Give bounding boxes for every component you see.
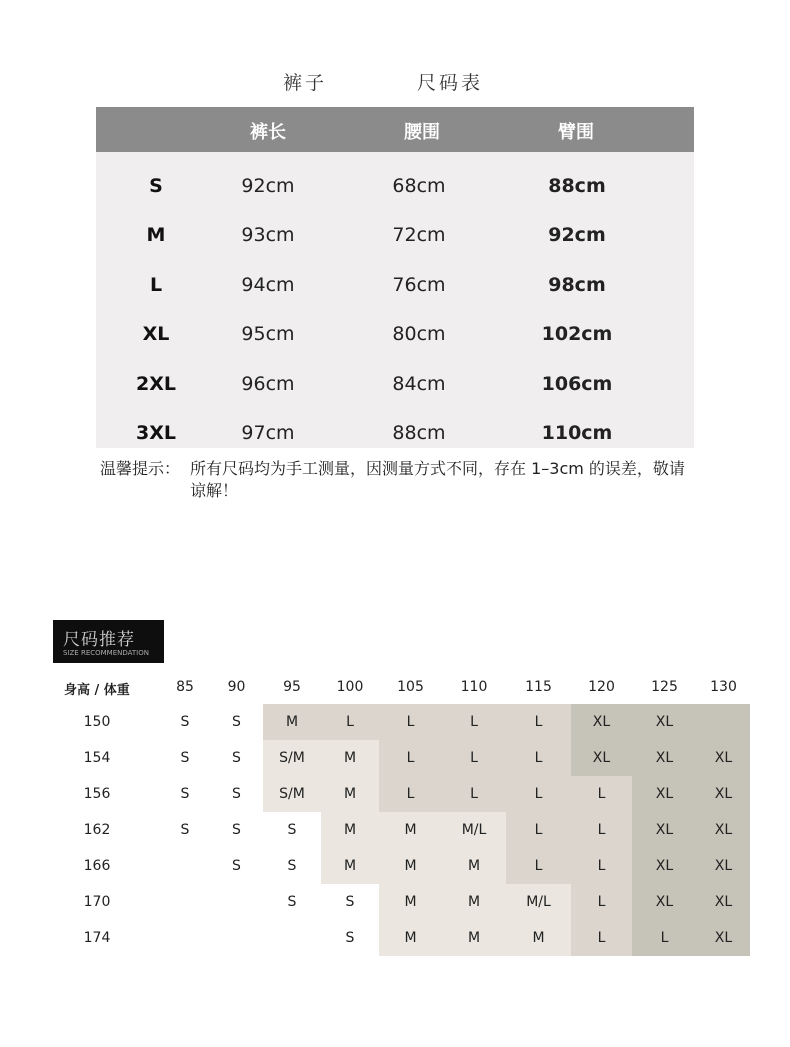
size-cell: M bbox=[467, 858, 481, 874]
waist-value: 80cm bbox=[392, 323, 446, 345]
size-cell: L bbox=[534, 786, 543, 802]
size-cell bbox=[160, 920, 210, 956]
table-row bbox=[96, 162, 694, 211]
corner-label: 身高 / 体重 bbox=[64, 683, 130, 698]
weight-header: 85 bbox=[176, 679, 194, 695]
waist-value: 84cm bbox=[392, 373, 446, 395]
size-cell: L bbox=[597, 822, 606, 838]
waist-value: 76cm bbox=[392, 274, 446, 296]
weight-header: 90 bbox=[227, 679, 246, 695]
size-cell: M bbox=[467, 930, 481, 946]
size-cell: L bbox=[534, 714, 543, 730]
size-cell bbox=[210, 884, 263, 920]
size-cell: M bbox=[343, 786, 357, 802]
size-cell: S bbox=[180, 786, 190, 802]
size-label: S bbox=[149, 175, 163, 197]
badge-subtitle: SIZE RECOMMENDATION bbox=[63, 649, 149, 657]
title-pants: 裤子 bbox=[283, 72, 328, 94]
size-cell bbox=[263, 920, 321, 956]
size-cell: XL bbox=[655, 822, 674, 838]
size-cell: M/L bbox=[461, 822, 487, 838]
size-cell: L bbox=[534, 822, 543, 838]
table-row bbox=[96, 261, 694, 310]
size-cell: L bbox=[597, 930, 606, 946]
size-cell bbox=[160, 884, 210, 920]
size-cell: M bbox=[404, 894, 417, 910]
size-cell: XL bbox=[592, 750, 611, 766]
height-label: 170 bbox=[83, 894, 111, 910]
size-cell bbox=[160, 848, 210, 884]
height-label: 166 bbox=[83, 858, 111, 874]
size-cell: S bbox=[232, 858, 241, 874]
length-value: 92cm bbox=[241, 175, 295, 197]
height-label: 150 bbox=[83, 714, 111, 730]
size-cell: S bbox=[345, 930, 355, 946]
size-cell: S/M bbox=[279, 750, 305, 766]
size-cell: S bbox=[232, 786, 241, 802]
size-cell: M bbox=[404, 930, 417, 946]
size-cell: L bbox=[470, 786, 478, 802]
size-cell: L bbox=[470, 714, 478, 730]
arm-value: 92cm bbox=[548, 224, 606, 246]
length-value: 93cm bbox=[241, 224, 295, 246]
size-cell: S bbox=[232, 714, 241, 730]
height-label: 162 bbox=[83, 822, 111, 838]
height-label: 154 bbox=[83, 750, 111, 766]
size-cell: XL bbox=[655, 894, 674, 910]
size-cell: M bbox=[467, 894, 481, 910]
size-cell bbox=[697, 704, 750, 740]
size-cell: S bbox=[345, 894, 355, 910]
size-cell: L bbox=[597, 894, 606, 910]
size-cell: L bbox=[406, 714, 415, 730]
size-cell: M bbox=[343, 858, 357, 874]
header-length: 裤长 bbox=[250, 122, 286, 143]
size-cell: M bbox=[404, 858, 417, 874]
size-cell: M bbox=[285, 714, 299, 730]
size-cell: XL bbox=[655, 750, 674, 766]
size-cell: M/L bbox=[526, 894, 551, 910]
size-cell: M bbox=[404, 822, 417, 838]
height-label: 156 bbox=[83, 786, 111, 802]
length-value: 94cm bbox=[241, 274, 295, 296]
size-label: M bbox=[146, 224, 166, 246]
size-cell: L bbox=[534, 858, 543, 874]
weight-header: 105 bbox=[397, 679, 424, 695]
size-cell: XL bbox=[714, 750, 733, 766]
size-cell: S/M bbox=[279, 786, 305, 802]
size-cell: L bbox=[597, 786, 606, 802]
size-chart-header bbox=[96, 107, 694, 152]
size-cell: L bbox=[406, 786, 415, 802]
size-cell: XL bbox=[655, 714, 674, 730]
size-cell: XL bbox=[714, 858, 733, 874]
length-value: 95cm bbox=[241, 323, 295, 345]
weight-header: 110 bbox=[460, 679, 488, 695]
note-label: 温馨提示： bbox=[100, 459, 181, 478]
size-chart-body bbox=[96, 152, 694, 448]
size-label: L bbox=[149, 274, 163, 296]
weight-header: 120 bbox=[588, 679, 615, 695]
size-cell: L bbox=[346, 714, 354, 730]
size-cell: XL bbox=[714, 786, 733, 802]
size-cell: S bbox=[180, 714, 190, 730]
size-cell: XL bbox=[592, 714, 611, 730]
size-cell: L bbox=[534, 750, 543, 766]
size-cell: M bbox=[532, 930, 545, 946]
table-row bbox=[96, 211, 694, 260]
size-cell: S bbox=[180, 750, 190, 766]
size-label: XL bbox=[142, 323, 170, 345]
header-arm: 臂围 bbox=[558, 122, 594, 143]
table-row bbox=[96, 409, 694, 458]
waist-value: 88cm bbox=[392, 422, 446, 444]
size-cell: L bbox=[406, 750, 415, 766]
size-label: 3XL bbox=[136, 422, 176, 444]
title-size-chart: 尺码表 bbox=[417, 72, 484, 94]
size-cell: L bbox=[597, 858, 606, 874]
size-cell: M bbox=[343, 822, 357, 838]
arm-value: 88cm bbox=[548, 175, 606, 197]
table-row bbox=[96, 310, 694, 359]
size-cell: XL bbox=[714, 930, 733, 946]
weight-header: 100 bbox=[336, 679, 364, 695]
page-title bbox=[0, 68, 790, 94]
length-value: 96cm bbox=[241, 373, 295, 395]
size-cell: S bbox=[287, 858, 297, 874]
weight-header: 115 bbox=[525, 679, 552, 695]
waist-value: 68cm bbox=[392, 175, 446, 197]
size-cell: S bbox=[287, 894, 297, 910]
size-cell: S bbox=[180, 822, 190, 838]
size-cell: L bbox=[470, 750, 478, 766]
size-cell: XL bbox=[714, 894, 733, 910]
weight-header: 125 bbox=[651, 679, 678, 695]
size-label: 2XL bbox=[136, 373, 176, 395]
size-cell: XL bbox=[714, 822, 733, 838]
header-waist: 腰围 bbox=[404, 122, 440, 143]
length-value: 97cm bbox=[241, 422, 295, 444]
badge-title: 尺码推荐 bbox=[63, 630, 135, 650]
size-cell: XL bbox=[655, 858, 674, 874]
weight-header: 95 bbox=[283, 679, 301, 695]
size-cell: XL bbox=[655, 786, 674, 802]
height-label: 174 bbox=[83, 930, 111, 946]
note-text: 所有尺码均为手工测量，因测量方式不同，存在 1–3cm 的误差，敬请谅解！ bbox=[190, 459, 685, 500]
size-cell: S bbox=[232, 822, 241, 838]
size-cell: S bbox=[232, 750, 241, 766]
size-chart-table bbox=[96, 107, 694, 448]
arm-value: 106cm bbox=[541, 373, 613, 395]
arm-value: 98cm bbox=[548, 274, 606, 296]
waist-value: 72cm bbox=[392, 224, 446, 246]
weight-header: 130 bbox=[710, 679, 737, 695]
size-cell bbox=[210, 920, 263, 956]
size-recommendation-grid bbox=[52, 671, 750, 959]
table-row bbox=[96, 360, 694, 409]
arm-value: 102cm bbox=[541, 323, 613, 345]
recommendation-badge bbox=[53, 620, 164, 663]
size-cell: M bbox=[343, 750, 357, 766]
arm-value: 110cm bbox=[541, 422, 613, 444]
size-cell: S bbox=[287, 822, 297, 838]
size-cell: L bbox=[660, 930, 669, 946]
